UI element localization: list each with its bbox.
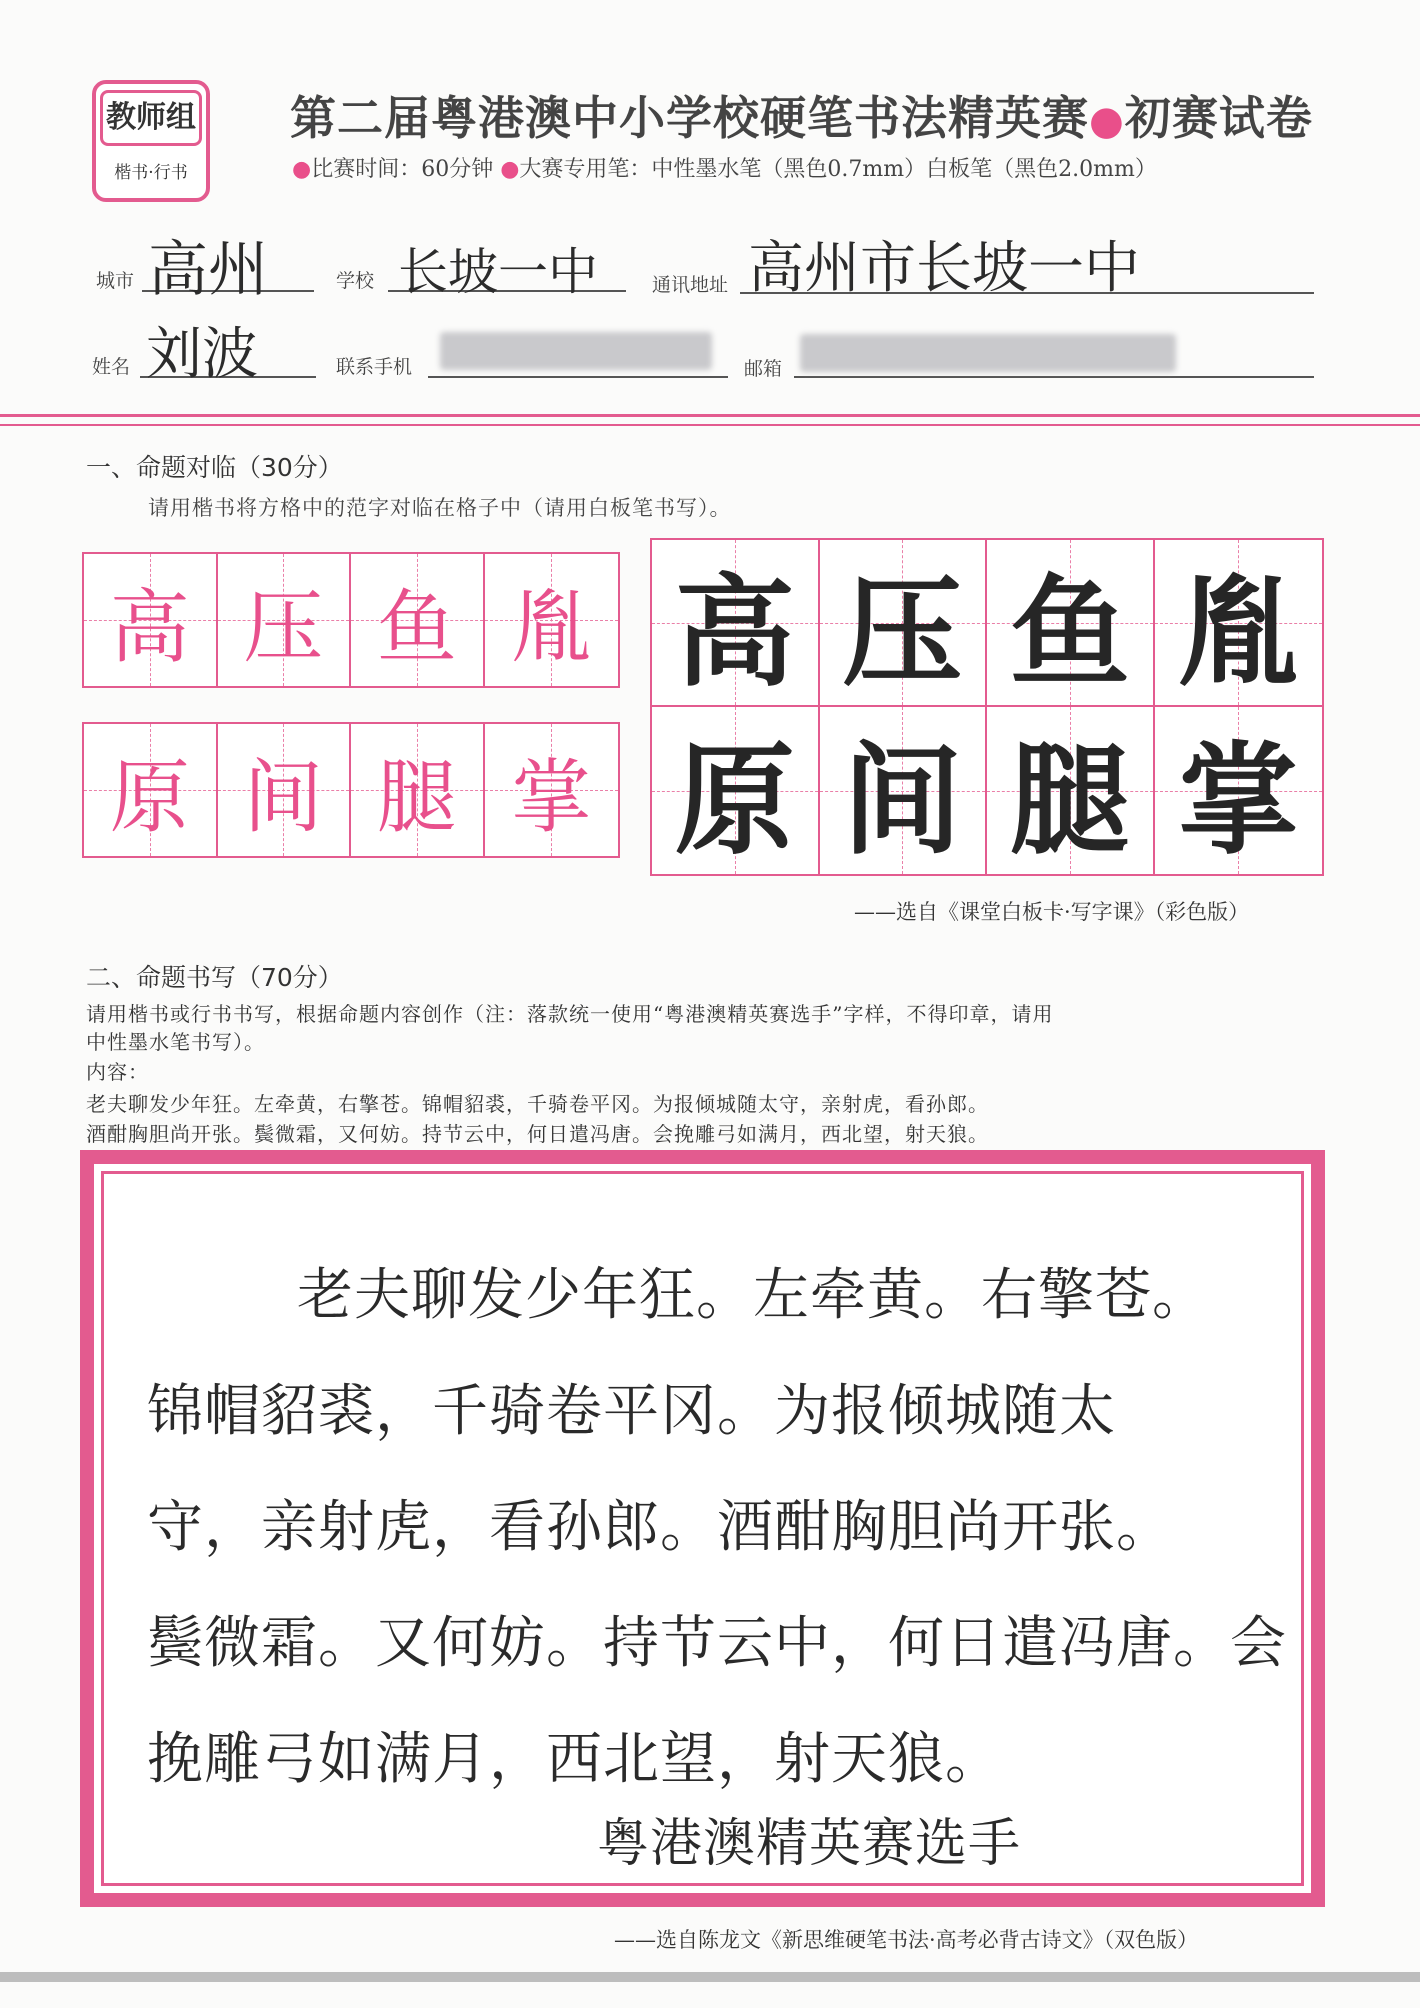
section2-instruction-1: 请用楷书或行书书写，根据命题内容创作（注：落款统一使用“粤港澳精英赛选手”字样，不得印章，请用 <box>86 1002 1054 1026</box>
writing-line: 鬓微霜。又何妨。持节云中，何日遣冯唐。会 <box>147 1611 1287 1676</box>
copy-grid-row2[interactable] <box>82 722 620 858</box>
phone-underline <box>428 376 728 378</box>
name-value[interactable]: 刘波 <box>146 322 258 387</box>
section2-source: ——选自陈龙文《新思维硬笔书法·高考必背古诗文》（双色版） <box>614 1928 1199 1952</box>
city-label: 城市 <box>96 270 135 292</box>
model-cell: 掌 <box>1155 707 1323 874</box>
copy-cell[interactable]: 胤 <box>485 554 619 686</box>
model-cell: 高 <box>652 540 820 705</box>
writing-line: 挽雕弓如满月，西北望，射天狼。 <box>147 1727 1002 1792</box>
writing-line: 老夫聊发少年狂。左牵黄。右擎苍。 <box>297 1263 1209 1328</box>
group-badge <box>92 80 210 202</box>
city-value[interactable]: 高州 <box>148 235 268 305</box>
copy-cell[interactable]: 腿 <box>351 724 485 856</box>
model-grid-row2 <box>652 707 1322 874</box>
writing-frame <box>80 1150 1325 1907</box>
model-grid-row1 <box>652 540 1322 707</box>
copy-cell[interactable]: 原 <box>84 724 218 856</box>
writing-line: 锦帽貂裘，千骑卷平冈。为报倾城随太 <box>147 1379 1116 1444</box>
scan-edge-bar <box>0 1972 1420 1982</box>
address-label: 通讯地址 <box>652 274 729 296</box>
copy-cell[interactable]: 高 <box>84 554 218 686</box>
model-cell: 腿 <box>987 707 1155 874</box>
exam-pens: 大赛专用笔：中性墨水笔（黑色0.7mm）白板笔（黑色2.0mm） <box>519 157 1157 182</box>
email-redacted <box>800 334 1176 372</box>
writing-area[interactable] <box>94 1164 1311 1893</box>
school-label: 学校 <box>336 270 375 292</box>
section1-title: 一、命题对临（30分） <box>86 453 343 482</box>
bullet-dot-icon: ● <box>500 157 520 182</box>
copy-grid-row1[interactable] <box>82 552 620 688</box>
badge-group-label: 教师组 <box>100 90 202 146</box>
exam-subtitle <box>292 152 1322 183</box>
phone-redacted <box>440 332 712 370</box>
signature: 粤港澳精英赛选手 <box>597 1814 1022 1874</box>
model-cell: 间 <box>820 707 988 874</box>
copy-cell[interactable]: 间 <box>218 724 352 856</box>
bullet-dot-icon: ● <box>292 157 312 182</box>
model-cell: 鱼 <box>987 540 1155 705</box>
model-cell: 原 <box>652 707 820 874</box>
model-cell: 压 <box>820 540 988 705</box>
exam-title-stage: 初赛试卷 <box>1124 91 1313 145</box>
section1-source: ——选自《课堂白板卡·写字课》（彩色版） <box>854 900 1250 924</box>
model-grid <box>650 538 1324 876</box>
copy-cell[interactable]: 掌 <box>485 724 619 856</box>
name-label: 姓名 <box>92 356 131 378</box>
exam-time: 比赛时间：60分钟 <box>311 157 494 182</box>
poem-line-1: 老夫聊发少年狂。左牵黄，右擎苍。锦帽貂裘，千骑卷平冈。为报倾城随太守，亲射虎，看孙郎。 <box>86 1092 989 1116</box>
exam-title-main: 第二届粤港澳中小学校硬笔书法精英赛 <box>290 91 1089 145</box>
section2-instruction-2: 中性墨水笔书写）。 <box>86 1030 265 1054</box>
divider-top <box>0 414 1420 417</box>
exam-title <box>290 82 1320 148</box>
address-value[interactable]: 高州市长坡一中 <box>748 236 1140 301</box>
school-value[interactable]: 长坡一中 <box>398 243 598 301</box>
model-cell: 胤 <box>1155 540 1323 705</box>
badge-scripts-label: 楷书·行书 <box>114 163 188 183</box>
content-label: 内容： <box>86 1060 149 1084</box>
section1-instruction: 请用楷书将方格中的范字对临在格子中（请用白板笔书写）。 <box>148 496 732 520</box>
copy-cell[interactable]: 鱼 <box>351 554 485 686</box>
section2-title: 二、命题书写（70分） <box>86 963 343 992</box>
poem-line-2: 酒酣胸胆尚开张。鬓微霜，又何妨。持节云中，何日遣冯唐。会挽雕弓如满月，西北望，射天狼。 <box>86 1122 989 1146</box>
copy-cell[interactable]: 压 <box>218 554 352 686</box>
email-label: 邮箱 <box>744 358 783 380</box>
email-underline <box>794 376 1314 378</box>
divider-bottom <box>0 424 1420 426</box>
title-dot-icon: ● <box>1089 98 1125 144</box>
writing-line: 守，亲射虎，看孙郎。酒酣胸胆尚开张。 <box>147 1495 1173 1560</box>
phone-label: 联系手机 <box>336 356 413 378</box>
